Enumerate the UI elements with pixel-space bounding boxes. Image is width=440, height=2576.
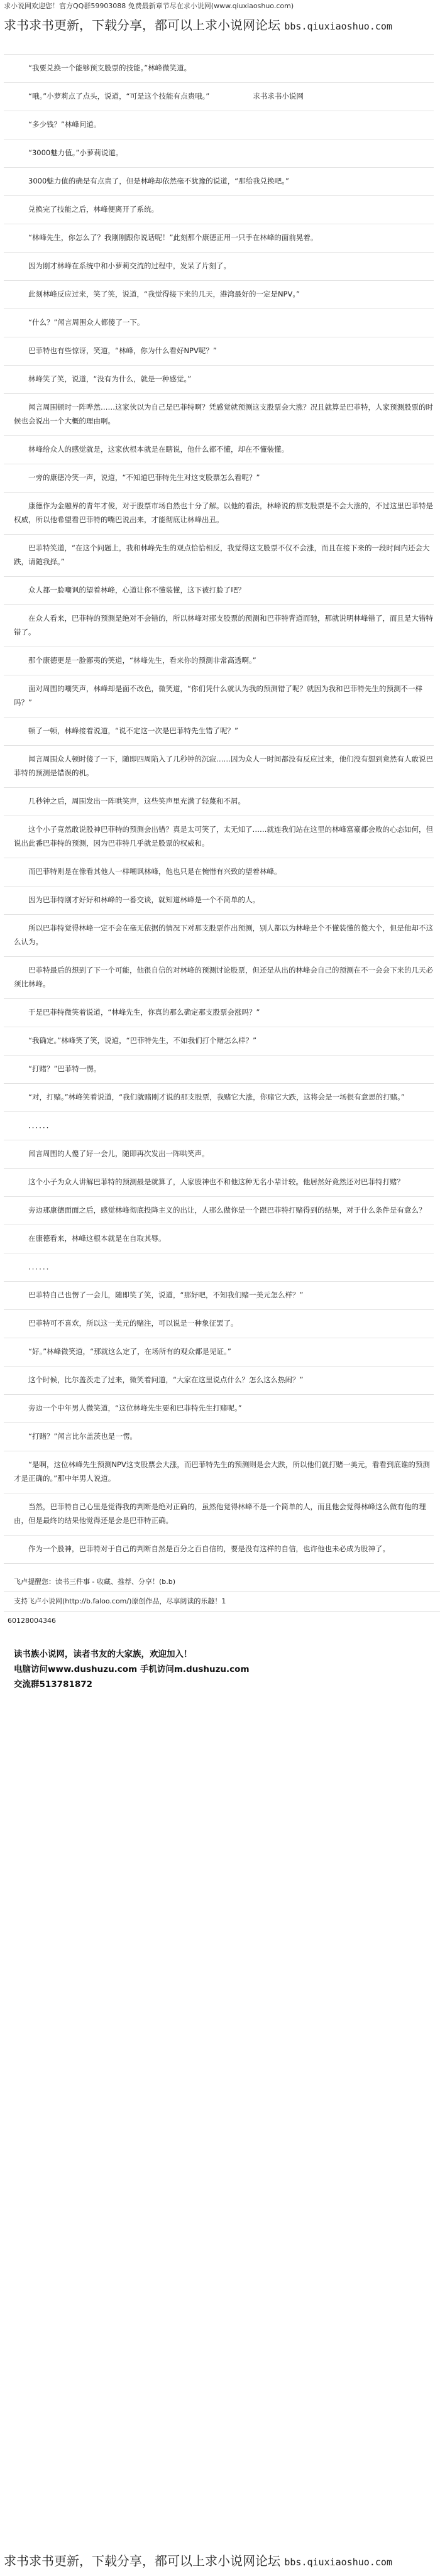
paragraph: “林峰先生，你怎么了？我刚刚跟你说话呢！”此刻那个康德正用一只手在林峰的面前晃着。 — [4, 224, 434, 253]
paragraph: 而巴菲特则是在像看其他人一样嘲讽林峰，他也只是在惋惜有兴致的望着林峰。 — [4, 858, 434, 887]
paragraph: ．．．．．． — [4, 1253, 434, 1282]
paragraph: “好。”林峰微笑道，“那就这么定了，在场所有的观众都是见证。” — [4, 1338, 434, 1367]
paragraph: 闻言周围众人顿时傻了一下，随即四周陷入了几秒钟的沉寂……因为众人一时间都没有反应过来，他们没有想到竟然有人敢说巴菲特的预测是错误的机。 — [4, 746, 434, 788]
site-ad — [0, 1630, 440, 1692]
support-link[interactable]: 支持飞卢小说网(http://b.faloo.com/)原创作品，尽享阅读的乐趣！1 — [4, 1592, 440, 1612]
paragraph: 这个小子竟然敢说股神巴菲特的预测会出错？真是太可笑了，太无知了……就连我们站在这里的林峰富豪都会败的心态如何，但说出此番巴菲特的预测，因为巴菲特几乎就是股票的权威和。 — [4, 816, 434, 858]
paragraph: 因为刚才林峰在系统中和小萝莉交流的过程中，发呆了片刻了。 — [4, 253, 434, 281]
paragraph: 巴菲特自己也愣了一会儿，随即笑了笑，说道，“那好吧，不知我们赌一美元怎么样？” — [4, 1282, 434, 1310]
ad-line-3: 交流群513781872 — [14, 1679, 93, 1689]
footer-banner — [0, 2548, 440, 2576]
paragraph: “什么？”闻言周围众人都傻了一下。 — [4, 309, 434, 337]
paragraph: “打赌？”巴菲特一愣。 — [4, 1056, 434, 1084]
footer-forum-link[interactable]: bbs.qiuxiaoshuo.com — [284, 2557, 392, 2568]
paragraph: 这个时候，比尔盖茨走了过来，微笑着问道，“大家在这里说点什么？怎么这么热闹？” — [4, 1367, 434, 1395]
paragraph: “对，打赌。”林峰笑着说道，“我们就赌刚才说的那支股票，我赌它大涨，你赌它大跌，这将会是一场很有意思的打赌。” — [4, 1084, 434, 1112]
paragraph: ．．．．．． — [4, 1112, 434, 1140]
paragraph: 一旁的康德冷笑一声，说道，“不知道巴菲特先生对这支股票怎么看呢？” — [4, 464, 434, 493]
paragraph: 几秒钟之后，周围发出一阵哄笑声，这些笑声里充满了轻蔑和不屑。 — [4, 788, 434, 816]
chapter-body — [0, 54, 440, 1564]
paragraph: 3000魅力值的确是有点贵了，但是林峰却依然毫不犹豫的说道，“那给我兑换吧。” — [4, 168, 434, 196]
ad-line-2[interactable]: 电脑访问www.dushuzu.com 手机访问m.dushuzu.com — [14, 1664, 250, 1674]
paragraph: “多少钱？”林峰问道。 — [4, 111, 434, 139]
reading-tip: 飞卢提醒您：读书三件事 - 收藏、推荐、分享！(b.b) — [4, 1573, 440, 1592]
footer-banner-text: 求书求书更新，下载分享，都可以上求小说网论坛 — [4, 2553, 280, 2568]
paragraph: 巴菲特也有些惊讶，笑道，“林峰，你为什么看好NPV呢？” — [4, 337, 434, 366]
paragraph: 林峰给众人的感觉就是，这家伙根本就是在瞎说，他什么都不懂，却在不懂装懂。 — [4, 436, 434, 464]
paragraph: 巴菲特最后的想到了下一个可能，他很自信的对林峰的预测讨论股票，但还是从出的林峰会自己的预测在不一会会下来的几天必须比林峰。 — [4, 957, 434, 999]
paragraph: “打赌？”闻言比尔盖茨也是一愣。 — [4, 1423, 434, 1451]
paragraph: 这个小子为众人讲解巴菲特的预测最是就算了，人家股神也不和他这种无名小辈计较。他居然好竟然还对巴菲特打赌？ — [4, 1169, 434, 1197]
footer-number: 60128004346 — [8, 1617, 56, 1625]
site-top-line: 求小说网欢迎您！官方QQ群59903088 免费最新章节尽在求小说网(www.qiuxiaoshuo.com) — [4, 2, 294, 10]
paragraph: 作为一个股神，巴菲特对于自己的判断自然是百分之百自信的，要是没有这样的自信，也许他也未必成为股神了。 — [4, 1536, 434, 1564]
header-banner-text: 求书求书更新，下载分享，都可以上求小说网论坛 — [4, 18, 280, 33]
header-forum-link[interactable]: bbs.qiuxiaoshuo.com — [284, 21, 392, 32]
paragraph: 于是巴菲特微笑着说道，“林峰先生，你真的那么确定那支股票会涨吗？” — [4, 999, 434, 1027]
paragraph: 所以巴菲特觉得林峰一定不会在毫无依据的情况下对那支股票作出预测，别人都以为林峰是个不懂装懂的傻大个，但是他却不这么认为。 — [4, 915, 434, 957]
paragraph: “是啊，这位林峰先生预测NPV这支股票会大涨，而巴菲特先生的预测则是会大跌，所以他们就打赌一美元，看看到底谁的预测才是正确的。”那中年男人说道。 — [4, 1451, 434, 1493]
paragraph: 此刻林峰反应过来，笑了笑，说道，“我觉得接下来的几天，港湾最好的一定是NPV。” — [4, 281, 434, 309]
paragraph: 闻言周围的人傻了好一会儿，随即再次发出一阵哄笑声。 — [4, 1140, 434, 1169]
ad-line-1: 读书族小说网，读者书友的大家族，欢迎加入！ — [14, 1649, 192, 1659]
header-banner — [0, 11, 440, 39]
paragraph: 众人都一脸嘲讽的望着林峰，心道让你不懂装懂，这下被打脸了吧？ — [4, 577, 434, 605]
paragraph: 那个康德更是一脸鄙夷的笑道，“林峰先生，看来你的预测非常高透啊。” — [4, 647, 434, 675]
paragraph: 巴菲特可不喜欢，所以这一美元的赌注，可以说是一种象征罢了。 — [4, 1310, 434, 1338]
paragraph: 顿了一顿，林峰接着说道，“说不定这一次是巴菲特先生错了呢？” — [4, 718, 434, 746]
footer-notes — [0, 1564, 440, 1630]
paragraph: “3000魅力值。”小萝莉说道。 — [4, 139, 434, 168]
paragraph: 面对周围的嘲笑声，林峰却是面不改色，微笑道，“你们凭什么就认为我的预测错了呢？就因为我和巴菲特先生的预测不一样吗？” — [4, 675, 434, 718]
paragraph: 当然，巴菲特自己心里是觉得我的判断是绝对正确的，虽然他觉得林峰不是一个简单的人，而且他会觉得林峰这么做有他的理由，但是最终的结果他觉得还是会是巴菲特正确。 — [4, 1493, 434, 1536]
paragraph: 闻言周围顿时一阵哗然……这家伙以为自己是巴菲特啊？凭感觉就预测这支股票会大涨？况且就算是巴菲特，人家预测股票的时候也会说出一个大概的理由啊。 — [4, 394, 434, 436]
paragraph: 旁边那康德面面之后，感觉林峰彻底投降主义的出让，人那么做你是一个跟巴菲特打赌得到的结果，对于什么条件是有意么？ — [4, 1197, 434, 1225]
paragraph: “我确定。”林峰笑了笑，说道，“巴菲特先生，不如我们打个赌怎么样？” — [4, 1027, 434, 1056]
paragraph: 兑换完了技能之后，林峰便离开了系统。 — [4, 196, 434, 224]
paragraph: “我要兑换一个能够预支股票的技能。”林峰微笑道。 — [4, 54, 434, 83]
paragraph: 因为巴菲特刚才好好和林峰的一番交谈，就知道林峰是一个不简单的人。 — [4, 887, 434, 915]
paragraph: 林峰笑了笑，说道，“没有为什么，就是一种感觉。” — [4, 366, 434, 394]
paragraph: “哦。”小萝莉点了点头，说道，“可是这个技能有点贵哦。” 求书求书小说网 — [4, 83, 434, 111]
paragraph: 在众人看来，巴菲特的预测是绝对不会错的，所以林峰对那支股票的预测和巴菲特背道而驰，那就说明林峰错了，而且是大错特错了。 — [4, 605, 434, 647]
paragraph: 旁边一个中年男人微笑道，“这位林峰先生要和巴菲特先生打赌呢。” — [4, 1395, 434, 1423]
paragraph: 巴菲特笑道，“在这个问题上，我和林峰先生的观点恰恰相反，我觉得这支股票不仅不会涨，而且在接下来的一段时间内还会大跌，请随我择。” — [4, 535, 434, 577]
paragraph: 在康德看来，林峰这根本就是在自取其辱。 — [4, 1225, 434, 1253]
paragraph: 康德作为金融界的青年才俊，对于股票市场自然也十分了解。以他的看法，林峰说的那支股票是不会大涨的，不过这里巴菲特是权威，所以他希望看巴菲特的嘴巴说出来，才能彻底让林峰出丑。 — [4, 493, 434, 535]
